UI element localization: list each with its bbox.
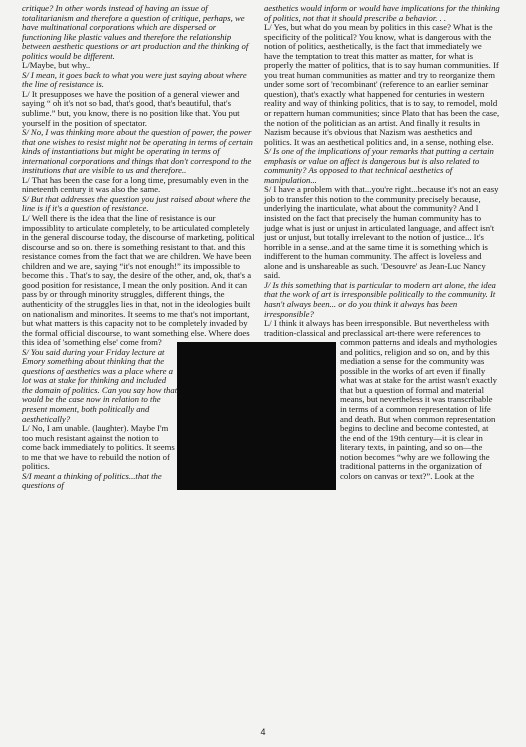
answer-paragraph: L/ No, I am unable. (laughter). Maybe I'm too much resistant against the notion to come back immediately to politics. It seems to me that we have to rebuild the notion of politics. (22, 423, 175, 472)
question-paragraph: S/ No, I was thinking more about the question of power, the power that one wishes to resist might not be operating in terms of certain kinds of instantiations but might be operating in terms of international corporations and things that don't correspond to the institutions that are visible to us and therefore.. (22, 127, 253, 176)
answer-paragraph: L/ That has been the case for a long time, presumably even in the nineteenth century it was also the same. (22, 174, 249, 195)
answer-paragraph: L/ Yes, but what do you mean by politics in this case? What is the specificity of the political? You know, what is dangerous with the notion of politics, aesthetically, is the fact that immediately we have the temptation to treat this matter as matter, for what is properly the matter of politics, that is to say human communities. If you treat human communities as matter and try to reorganize them under some sort of 'recombinant' (reference to an earlier seminar question), that's exactly what happened for centuries in western reality and way of thinking politics, that is to say, to remodel, mold or repattern human communities; since Plato that has been the case, the notion of the politician as an artist. And finally it results in Nazism because it's obvious that Nazism was aesthetics and politics. It was an aesthetical politics and, in a sense, nothing else. (264, 22, 500, 147)
answer-paragraph: L/ It presupposes we have the position of a general viewer and saying “ oh it's not so bad, that's good, that's beautiful, that's sublime.” but, you know, there is no position like that. You put yourself in the position of spectator. (22, 88, 240, 128)
question-paragraph: S/I meant a thinking of politics...that the questions of (22, 470, 162, 491)
question-paragraph: S/ Is one of the implications of your remarks that putting a certain emphasis or value on affect is dangerous but is also related to community? As opposed to that technical aesthetics of manipulation... (264, 146, 494, 185)
black-photo-image (177, 342, 336, 490)
page-number: 4 (260, 727, 266, 737)
answer-paragraph: L/ Well there is the idea that the line of resistance is our impossiblity to articulate completely, to be articulated completely in the general discourse today, the discourse of marketing, political discourse and so on. there is something resistant to that. and this resistance comes from the fact that we are children. We have been children and we are, saying “it's not enough!” its impossible to become this . That's to say, the desire of the other, and, ok, that's a good position for resistance, I mean the only position. And it can pass by or through minority struggles, different things, the authenticity of the struggles lies in that, not in the ideologies built on nationalism and minorites. It seems to me that's not important, but what matters is this capacity not to be completely invaded by the formal official discourse, to want something else. Where does this idea of 'something else' come from? (22, 214, 256, 348)
question-paragraph: aesthetics would inform or would have implications for the thinking of politics, not that it should prescribe a behavior. . . (264, 3, 500, 23)
answer-paragraph: L/Maybe, but why.. (22, 60, 91, 71)
question-paragraph: S/ But that addresses the question you just raised about where the line is if it's a question of resistance. (22, 193, 251, 214)
question-paragraph: critique? In other words instead of having an issue of totalitarianism and therefore a question of critique, perhaps, we have multinational corporations which are dispersed or functioning like plastic values and therefore the relationship between aesthetic questions or art production and the thinking of politics would be different. (22, 3, 249, 61)
question-paragraph: J/ Is this something that is particular to modern art alone, the idea that the work of art is irresponsible politically to the community. It hasn't always been... or do you think it always has been irresponsible? (264, 279, 496, 319)
answer-paragraph: L/ I think it always has been irresponsible. But nevertheless with tradition-classical and preclassical art-there were references to common patterns and ideals and mythologies and politics, religion and so on, and by this mediation a sense for the community was possible in the works of art even if finally what was at stake for the artist wasn't exactly that but a question of formal and material means, but nevertheless it was transcribable in terms of a common representation of life and death. But when common representation begins to decline and become contested, at the end of the 19th century—it is clear in literary texts, in painting, and so on—the notion becomes “why are we following the traditional patterns in the organization of colors on canvas or text?”. Look at the (264, 319, 500, 481)
answer-paragraph: S/ I have a problem with that...you're right...because it's not an easy job to transfer this notion to the community precisely because, underlying the inarticulate, what about the community? And I insisted on the fact that precisely the human community has to judge what is just or unjust in articulated language, and affect isn't just or unjust, but totally irrelevant to the notion of justice... It's horrible in a sense..and at the same time it is something which is indifferent to the human community. The affect is loveless and alone and is unshareable as such. 'Desouvre' as Jean-Luc Nancy said. (264, 184, 499, 281)
question-paragraph: S/ I mean, it goes back to what you were just saying about where the line of resistance is. (22, 69, 247, 90)
question-paragraph: S/ You said during your Friday lecture at Emory something about thinking that the questions of aesthetics was a place where a lot was at stake for thinking and included the domain of politics. Can you say how that would be the case now in relation to the present moment, both politically and aesthetically? (22, 346, 178, 424)
